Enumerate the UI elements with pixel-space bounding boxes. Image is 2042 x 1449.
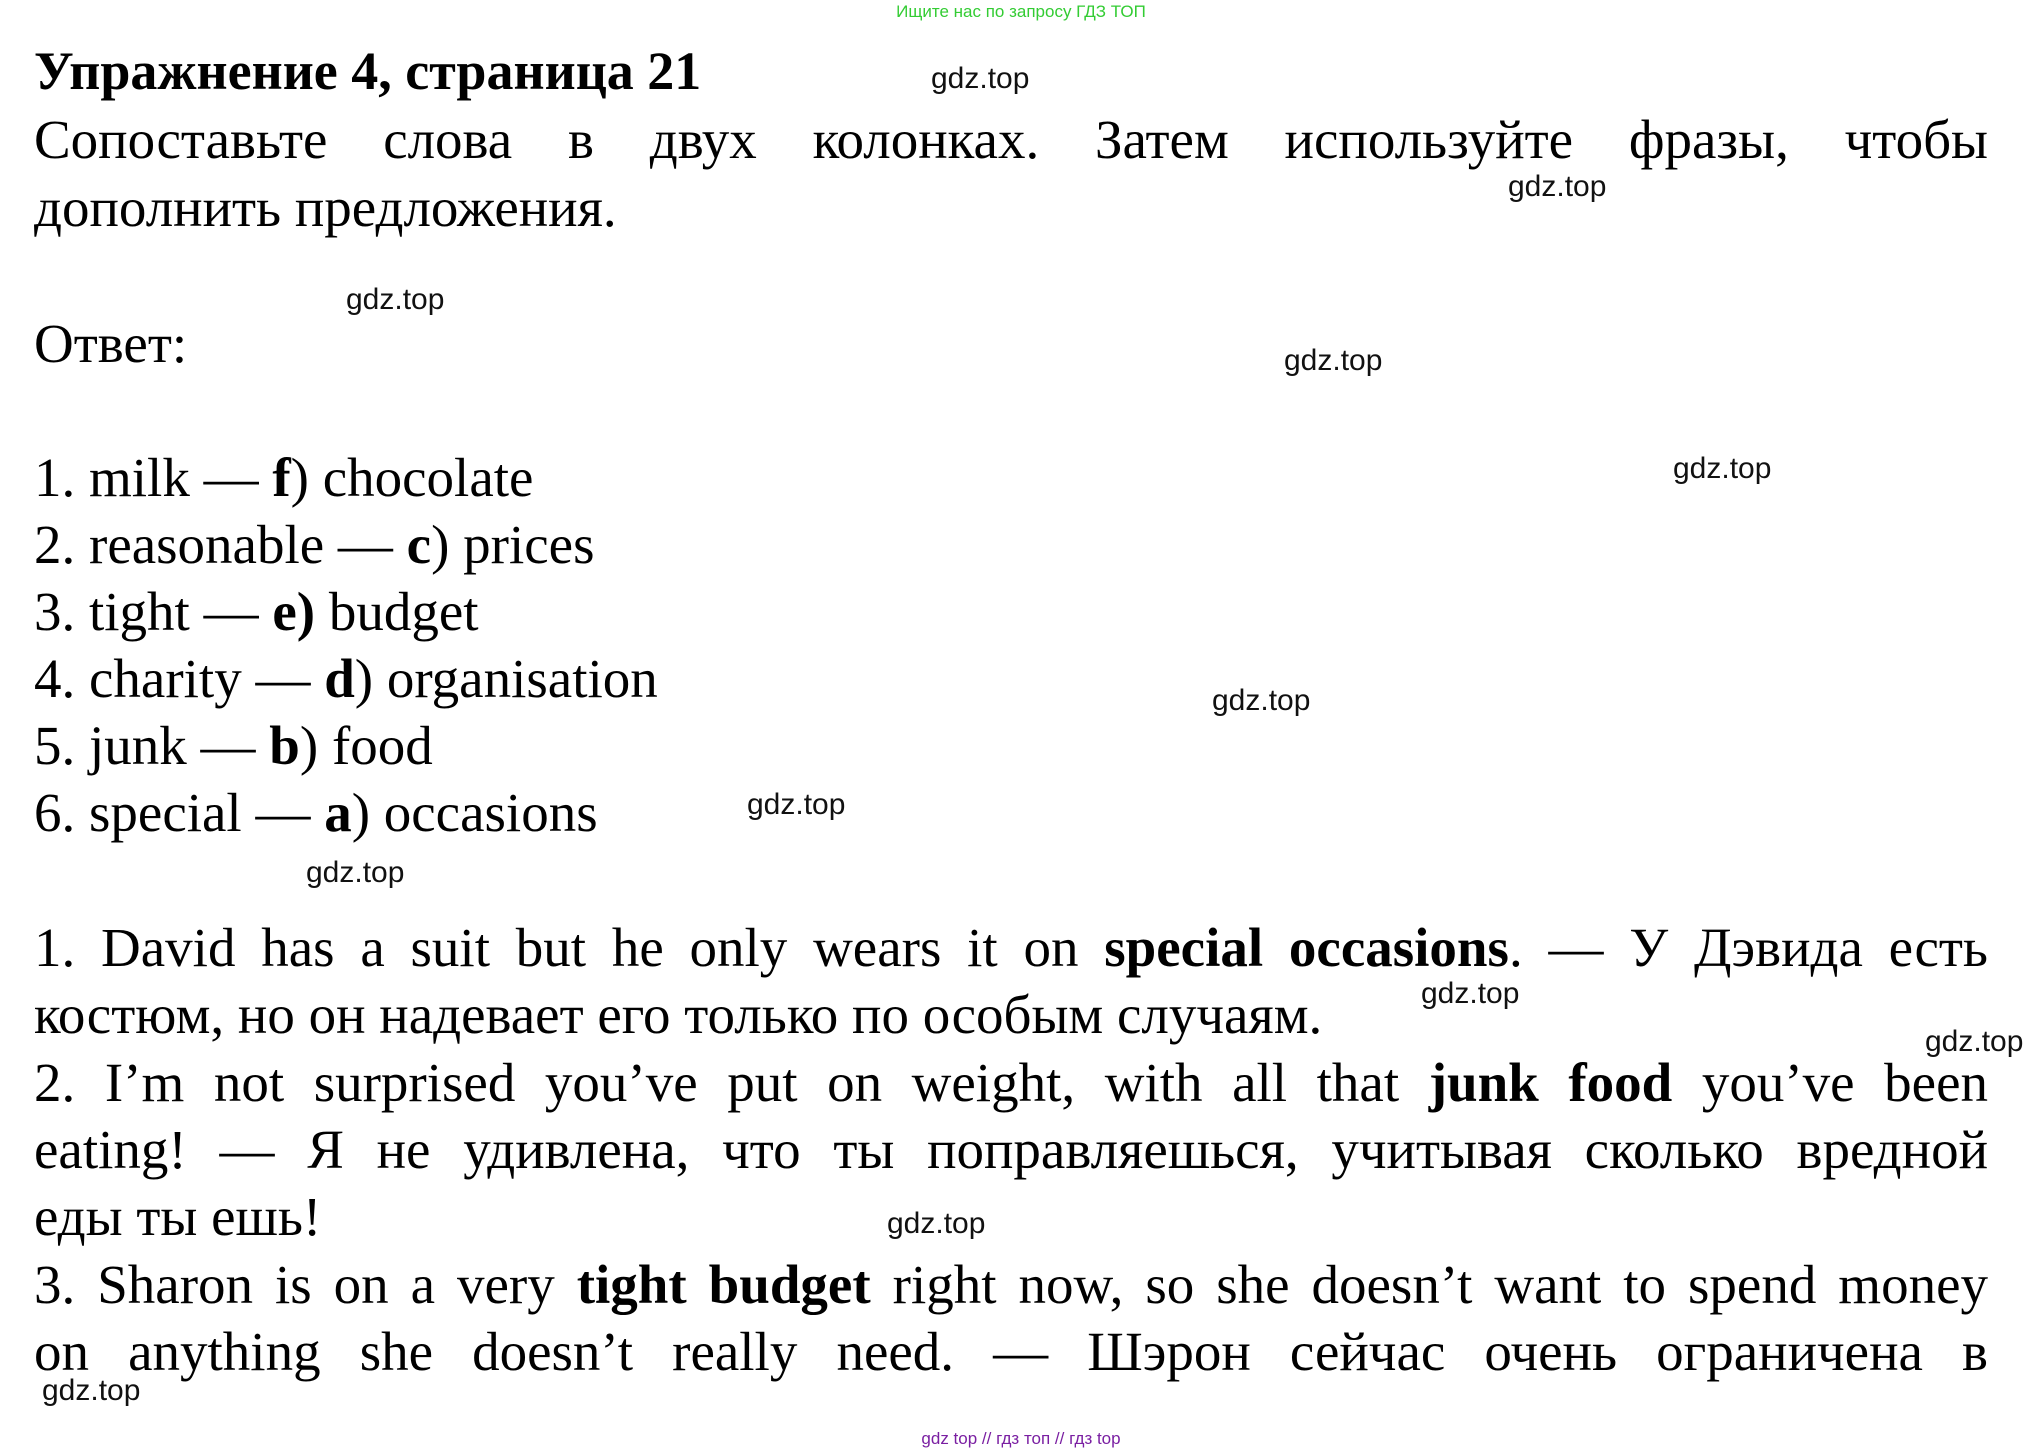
- match-item: 1. milk — f) chocolate: [34, 447, 534, 508]
- match-item: 4. charity — d) organisation: [34, 648, 658, 709]
- watermark: gdz.top: [346, 283, 445, 316]
- watermark: gdz.top: [1212, 684, 1311, 717]
- sentence-3-line-2: on anything she doesn’t really need. — Шэрон сейчас очень ограничена в: [34, 1321, 1988, 1382]
- watermark: gdz.top: [1673, 452, 1772, 485]
- watermark: gdz.top: [1284, 344, 1383, 377]
- match-item: 3. tight — e) budget: [34, 581, 479, 642]
- watermark: gdz.top: [747, 788, 846, 821]
- watermark: gdz.top: [887, 1207, 986, 1240]
- answer-label: Ответ:: [34, 313, 188, 374]
- task-line-2: дополнить предложения.: [34, 177, 617, 238]
- watermark: gdz.top: [42, 1374, 141, 1407]
- sentence-2-line-2: eating! — Я не удивлена, что ты поправляешься, учитывая сколько вредной: [34, 1119, 1988, 1180]
- watermark: gdz.top: [1925, 1025, 2024, 1058]
- footer-watermark: gdz top // гдз топ // гдз top: [921, 1429, 1121, 1448]
- watermark: gdz.top: [931, 62, 1030, 95]
- sentence-1-line-1: 1. David has a suit but he only wears it on special occasions. — У Дэвида есть: [34, 917, 1988, 978]
- exercise-title: Упражнение 4, страница 21: [34, 41, 702, 101]
- watermark: gdz.top: [1508, 170, 1607, 203]
- sentence-1-line-2: костюм, но он надевает его только по особым случаям.: [34, 984, 1323, 1045]
- search-banner: Ищите нас по запросу ГДЗ ТОП: [896, 2, 1146, 21]
- task-line-1: Сопоставьте слова в двух колонках. Затем используйте фразы, чтобы: [34, 109, 1988, 170]
- match-item: 6. special — a) occasions: [34, 782, 598, 843]
- watermark: gdz.top: [306, 856, 405, 889]
- sentence-2-line-1: 2. I’m not surprised you’ve put on weight, with all that junk food you’ve been: [34, 1052, 1988, 1113]
- sentence-3-line-1: 3. Sharon is on a very tight budget right now, so she doesn’t want to spend money: [34, 1254, 1988, 1315]
- match-item: 5. junk — b) food: [34, 715, 433, 776]
- watermark: gdz.top: [1421, 977, 1520, 1010]
- match-item: 2. reasonable — c) prices: [34, 514, 595, 575]
- sentence-2-line-3: еды ты ешь!: [34, 1186, 322, 1247]
